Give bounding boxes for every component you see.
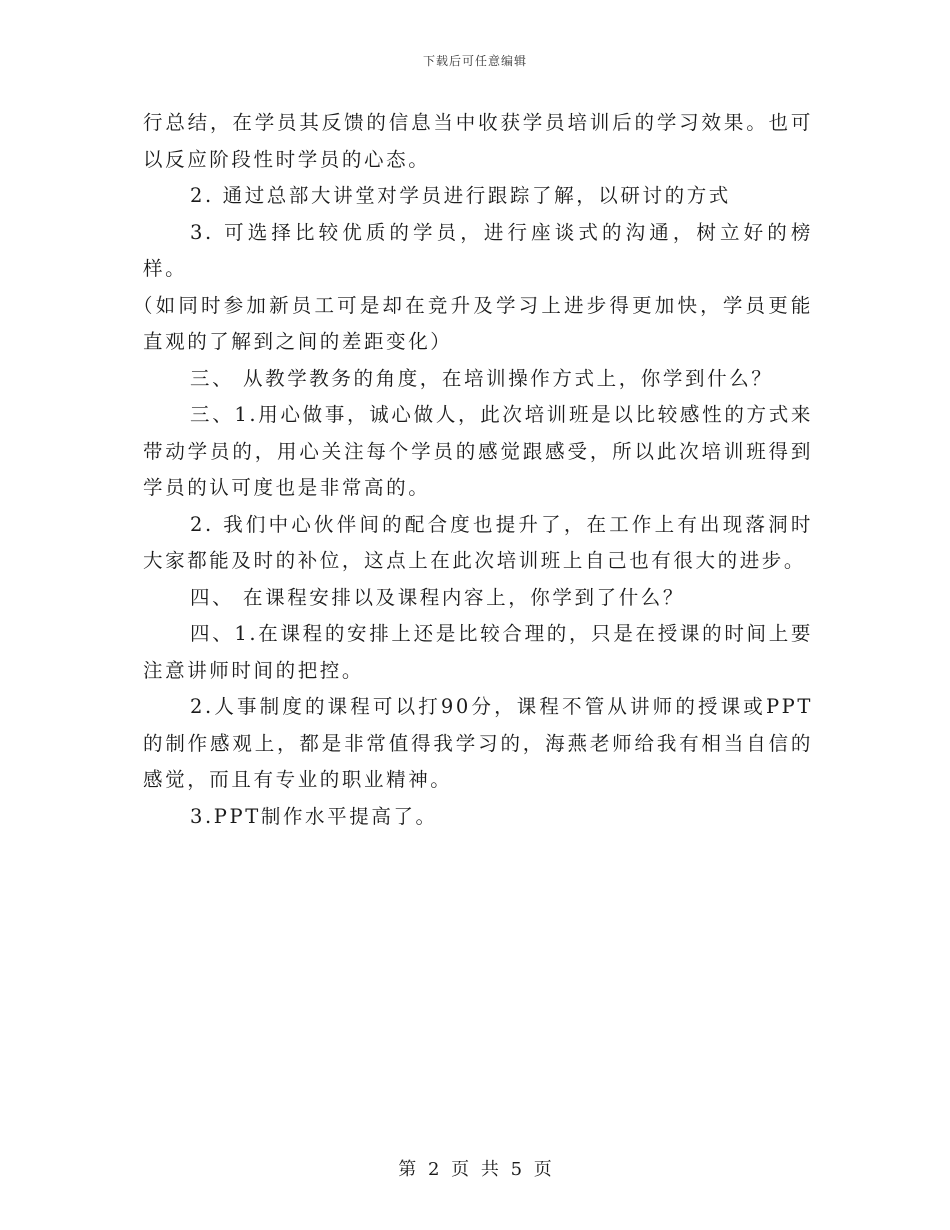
paragraph: 3. 可选择比较优质的学员，进行座谈式的沟通，树立好的榜样。 [143, 220, 813, 280]
paragraph: 2. 通过总部大讲堂对学员进行跟踪了解，以研讨的方式 [190, 184, 731, 207]
section-heading: 三、 从教学教务的角度，在培训操作方式上，你学到什么？ [190, 366, 774, 390]
page-number: 第 2 页 共 5 页 [398, 1159, 552, 1180]
page-header: 下载后可任意编辑 [422, 54, 527, 68]
section-heading: 四、 在课程安排以及课程内容上，你学到了什么？ [190, 585, 685, 609]
paragraph: 三、1.用心做事，诚心做人，此次培训班是以比较感性的方式来带动学员的，用心关注每个学员的感觉跟感受，所以此次培训班得到学员的认可度也是非常高的。 [143, 403, 813, 499]
document-body [133, 105, 813, 835]
paragraph: 四、1.在课程的安排上还是比较合理的，只是在授课的时间上要注意讲师时间的把控。 [143, 622, 813, 682]
paragraph: 2.人事制度的课程可以打90分，课程不管从讲师的授课或PPT的制作感观上，都是非常值得我学习的，海燕老师给我有相当自信的感觉，而且有专业的职业精神。 [143, 695, 813, 791]
paragraph: （如同时参加新员工可是却在竞升及学习上进步得更加快，学员更能直观的了解到之间的差距变化） [133, 293, 813, 353]
paragraph: 2. 我们中心伙伴间的配合度也提升了，在工作上有出现落洞时大家都能及时的补位，这点上在此次培训班上自己也有很大的进步。 [143, 512, 813, 572]
paragraph: 3.PPT制作水平提高了。 [190, 804, 438, 828]
paragraph: 行总结，在学员其反馈的信息当中收获学员培训后的学习效果。也可以反应阶段性时学员的心态。 [143, 111, 813, 171]
